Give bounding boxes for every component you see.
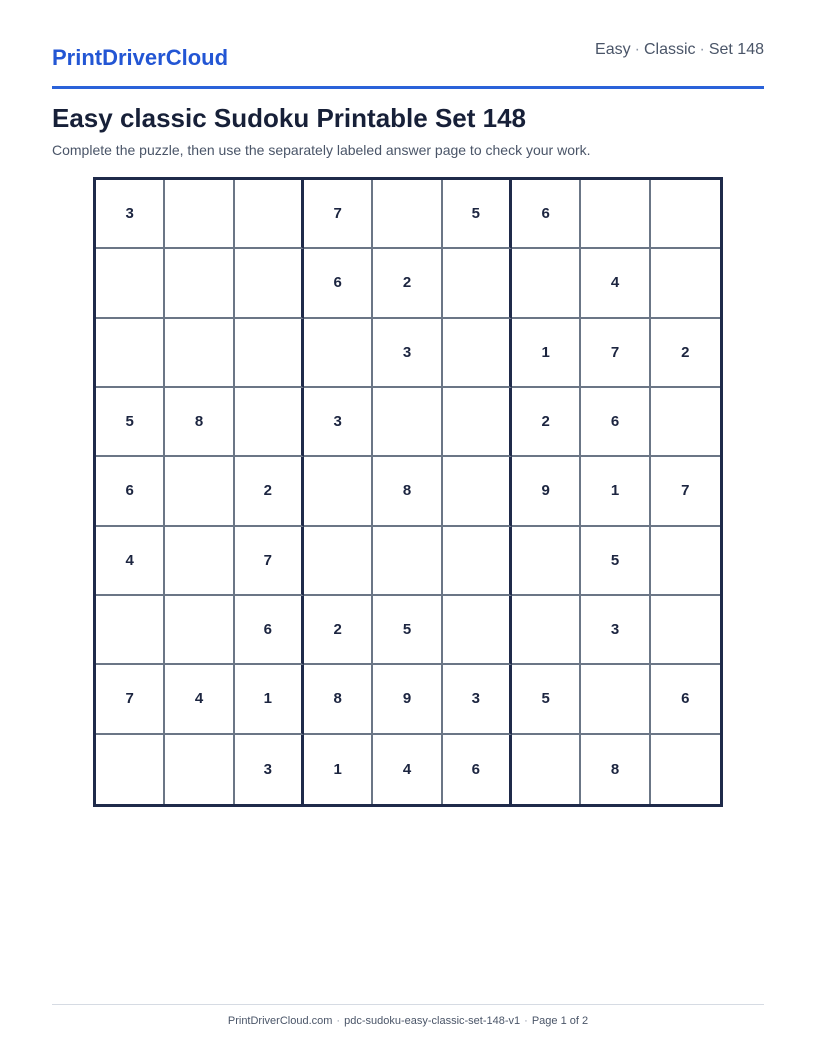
sudoku-cell: 5 bbox=[96, 388, 165, 457]
sudoku-cell[interactable] bbox=[165, 180, 234, 249]
sudoku-cell: 3 bbox=[96, 180, 165, 249]
sudoku-cell: 2 bbox=[512, 388, 581, 457]
sudoku-cell: 9 bbox=[373, 665, 442, 734]
meta-set: Set 148 bbox=[708, 41, 764, 58]
sudoku-cell[interactable] bbox=[651, 527, 720, 596]
meta-variant: Classic bbox=[643, 41, 696, 58]
sudoku-cell[interactable] bbox=[373, 527, 442, 596]
sudoku-cell: 8 bbox=[304, 665, 373, 734]
footer-page-number: Page 1 of 2 bbox=[531, 1015, 589, 1027]
sudoku-cell: 7 bbox=[304, 180, 373, 249]
sudoku-cell: 6 bbox=[235, 596, 304, 665]
sudoku-cell: 5 bbox=[581, 527, 650, 596]
sudoku-cell[interactable] bbox=[165, 735, 234, 804]
sudoku-cell: 6 bbox=[443, 735, 512, 804]
footer-separator: · bbox=[336, 1015, 341, 1027]
sudoku-cell: 3 bbox=[304, 388, 373, 457]
sudoku-cell[interactable] bbox=[651, 596, 720, 665]
sudoku-cell: 3 bbox=[581, 596, 650, 665]
sudoku-cell[interactable] bbox=[235, 249, 304, 318]
sudoku-cell: 4 bbox=[373, 735, 442, 804]
sudoku-cell: 8 bbox=[165, 388, 234, 457]
sudoku-cell: 7 bbox=[96, 665, 165, 734]
sudoku-cell[interactable] bbox=[443, 319, 512, 388]
sudoku-cell: 8 bbox=[581, 735, 650, 804]
sudoku-cell[interactable] bbox=[165, 527, 234, 596]
brand-logo[interactable]: PrintDriverCloud bbox=[52, 45, 229, 70]
sudoku-cell[interactable] bbox=[373, 180, 442, 249]
sudoku-cell: 3 bbox=[235, 735, 304, 804]
sudoku-cell[interactable] bbox=[512, 249, 581, 318]
sudoku-cell: 5 bbox=[512, 665, 581, 734]
sudoku-cell: 1 bbox=[235, 665, 304, 734]
sudoku-cell: 6 bbox=[304, 249, 373, 318]
sudoku-cell[interactable] bbox=[443, 457, 512, 526]
page-subtitle: Complete the puzzle, then use the separately labeled answer page to check your work. bbox=[52, 142, 591, 158]
sudoku-cell[interactable] bbox=[512, 527, 581, 596]
sudoku-cell[interactable] bbox=[443, 388, 512, 457]
sudoku-cell[interactable] bbox=[512, 735, 581, 804]
sudoku-cell: 1 bbox=[304, 735, 373, 804]
sudoku-cell[interactable] bbox=[96, 319, 165, 388]
sudoku-cell: 1 bbox=[581, 457, 650, 526]
sudoku-cell[interactable] bbox=[373, 388, 442, 457]
footer-site: PrintDriverCloud.com bbox=[227, 1015, 333, 1027]
puzzle-meta bbox=[595, 41, 764, 59]
sudoku-cell[interactable] bbox=[165, 596, 234, 665]
sudoku-cell: 8 bbox=[373, 457, 442, 526]
sudoku-cell[interactable] bbox=[443, 249, 512, 318]
sudoku-cell[interactable] bbox=[651, 180, 720, 249]
sudoku-cell: 4 bbox=[96, 527, 165, 596]
sudoku-cell: 6 bbox=[651, 665, 720, 734]
sudoku-cell[interactable] bbox=[165, 457, 234, 526]
sudoku-cell[interactable] bbox=[443, 596, 512, 665]
sudoku-cell: 2 bbox=[304, 596, 373, 665]
sudoku-cell: 2 bbox=[373, 249, 442, 318]
sudoku-cell[interactable] bbox=[581, 180, 650, 249]
sudoku-cell: 7 bbox=[235, 527, 304, 596]
sudoku-cell[interactable] bbox=[304, 457, 373, 526]
sudoku-cell[interactable] bbox=[165, 249, 234, 318]
sudoku-cell: 4 bbox=[581, 249, 650, 318]
sudoku-cell[interactable] bbox=[235, 319, 304, 388]
sudoku-cell: 7 bbox=[581, 319, 650, 388]
sudoku-cell[interactable] bbox=[443, 527, 512, 596]
sudoku-cell[interactable] bbox=[96, 735, 165, 804]
page-header bbox=[52, 38, 764, 89]
sudoku-cell[interactable] bbox=[651, 735, 720, 804]
sudoku-cell: 9 bbox=[512, 457, 581, 526]
sudoku-cell[interactable] bbox=[96, 596, 165, 665]
sudoku-cell: 6 bbox=[96, 457, 165, 526]
sudoku-cell: 4 bbox=[165, 665, 234, 734]
sudoku-cell: 6 bbox=[512, 180, 581, 249]
meta-separator: · bbox=[699, 41, 705, 58]
sudoku-cell: 2 bbox=[235, 457, 304, 526]
sudoku-cell[interactable] bbox=[651, 388, 720, 457]
sudoku-cell[interactable] bbox=[165, 319, 234, 388]
sudoku-cell: 6 bbox=[581, 388, 650, 457]
sudoku-cell[interactable] bbox=[235, 388, 304, 457]
page-footer bbox=[52, 1004, 764, 1027]
footer-separator: · bbox=[524, 1015, 528, 1027]
page-title: Easy classic Sudoku Printable Set 148 bbox=[52, 103, 527, 133]
sudoku-cell[interactable] bbox=[96, 249, 165, 318]
meta-difficulty: Easy bbox=[595, 41, 631, 58]
sudoku-cell[interactable] bbox=[304, 319, 373, 388]
sudoku-cell: 3 bbox=[443, 665, 512, 734]
sudoku-cell: 5 bbox=[373, 596, 442, 665]
sudoku-cell: 3 bbox=[373, 319, 442, 388]
sudoku-cell: 5 bbox=[443, 180, 512, 249]
meta-separator: · bbox=[634, 41, 640, 58]
sudoku-cell: 2 bbox=[651, 319, 720, 388]
sudoku-cell[interactable] bbox=[304, 527, 373, 596]
sudoku-cell[interactable] bbox=[581, 665, 650, 734]
sudoku-cell[interactable] bbox=[235, 180, 304, 249]
sudoku-cell: 7 bbox=[651, 457, 720, 526]
sudoku-cell[interactable] bbox=[512, 596, 581, 665]
footer-doc-id: pdc-sudoku-easy-classic-set-148-v1 bbox=[344, 1015, 521, 1027]
sudoku-cell[interactable] bbox=[651, 249, 720, 318]
sudoku-grid bbox=[93, 177, 723, 807]
sudoku-cell: 1 bbox=[512, 319, 581, 388]
